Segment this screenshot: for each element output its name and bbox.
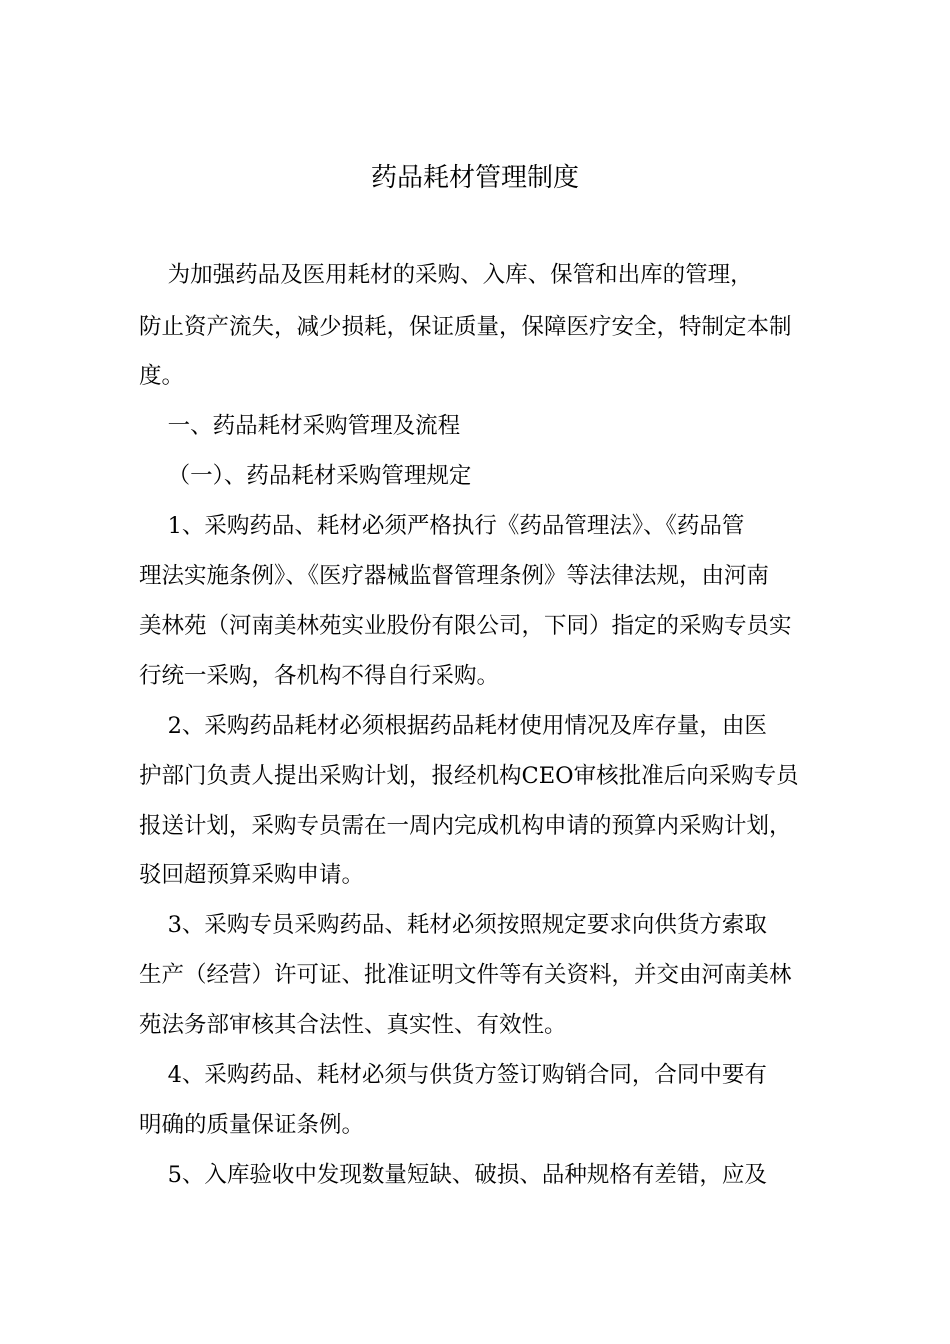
body-line: 5、入库验收中发现数量短缺、破损、品种规格有差错，应及 (139, 1162, 767, 1188)
body-line: 美林苑（河南美林苑实业股份有限公司，下同）指定的采购专员实 (139, 613, 792, 639)
body-line: 4、采购药品、耗材必须与供货方签订购销合同，合同中要有 (139, 1062, 767, 1088)
body-line: 为加强药品及医用耗材的采购、入库、保管和出库的管理， (139, 262, 753, 288)
section-heading: 一、药品耗材采购管理及流程 (139, 413, 461, 439)
body-line: 生产（经营）许可证、批准证明文件等有关资料，并交由河南美林 (139, 962, 792, 988)
body-line: 度。 (139, 363, 185, 389)
body-line: 3、采购专员采购药品、耗材必须按照规定要求向供货方索取 (139, 912, 767, 938)
body-line: 驳回超预算采购申请。 (139, 862, 365, 888)
body-line: 2、采购药品耗材必须根据药品耗材使用情况及库存量，由医 (139, 713, 767, 739)
body-line: 护部门负责人提出采购计划，报经机构CEO审核批准后向采购专员 (139, 763, 799, 789)
body-line: 行统一采购，各机构不得自行采购。 (139, 663, 500, 689)
body-line: 1、采购药品、耗材必须严格执行《药品管理法》、《药品管 (139, 513, 745, 539)
body-line: 理法实施条例》、《医疗器械监督管理条例》等法律法规，由河南 (139, 563, 770, 589)
body-line: 报送计划，采购专员需在一周内完成机构申请的预算内采购计划， (139, 813, 792, 839)
body-line: 明确的质量保证条例。 (139, 1112, 365, 1138)
body-line: 防止资产流失，减少损耗，保证质量，保障医疗安全，特制定本制 (139, 314, 792, 340)
body-line: 苑法务部审核其合法性、真实性、有效性。 (139, 1012, 567, 1038)
subsection-heading: （一）、药品耗材采购管理规定 (139, 463, 472, 489)
document-title: 药品耗材管理制度 (370, 163, 579, 193)
